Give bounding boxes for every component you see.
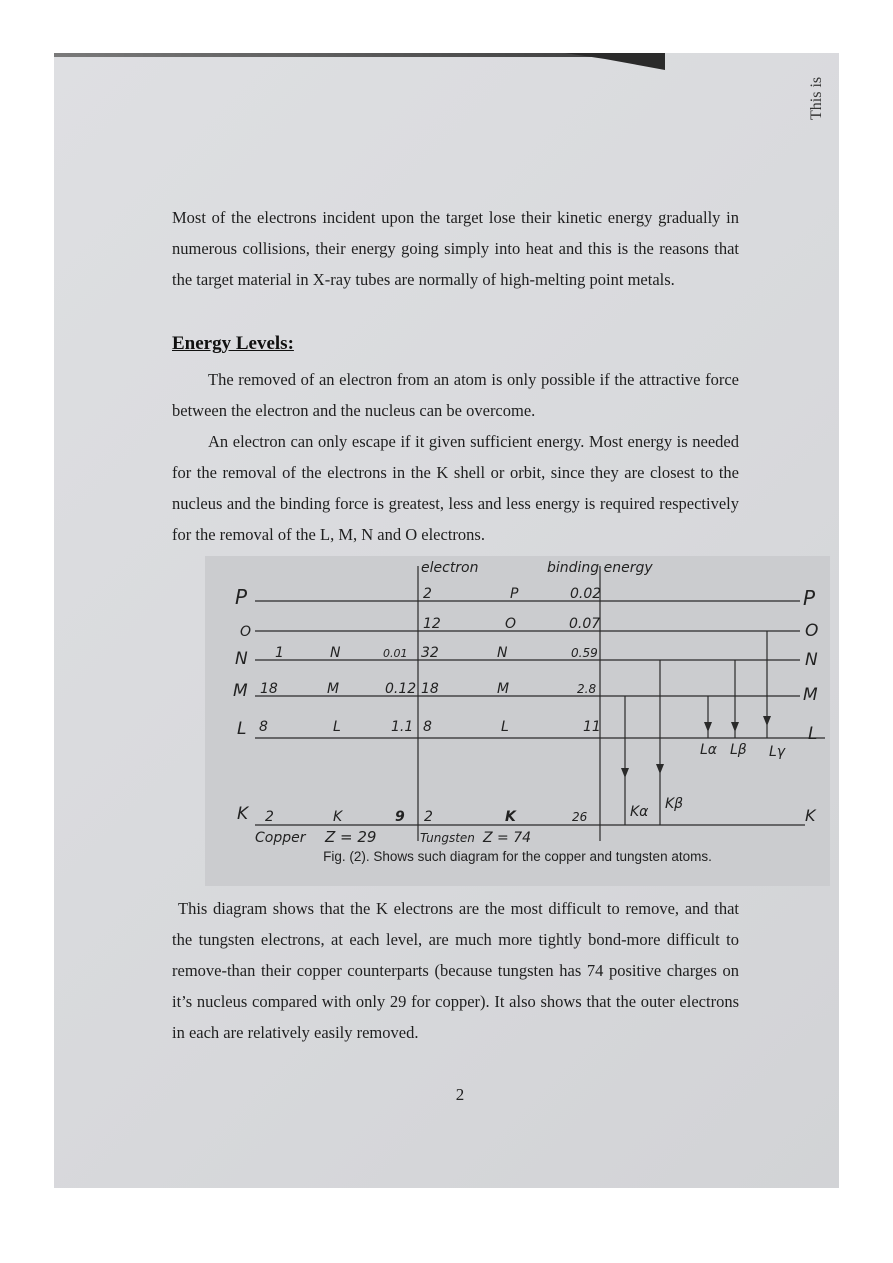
w-binding-l: 11	[583, 719, 601, 735]
cu-shell-n: N	[330, 645, 341, 661]
shell-label-right-o: O	[805, 621, 819, 641]
w-shell-m: M	[497, 681, 510, 697]
transition-l-beta: Lβ	[730, 742, 747, 758]
cu-shell-l: L	[333, 719, 341, 735]
shell-label-left-o: O	[240, 624, 252, 640]
cu-electrons-n: 1	[275, 645, 284, 661]
tungsten-z: Z = 74	[483, 830, 532, 846]
cu-shell-m: M	[327, 681, 340, 697]
k-beta-arrow	[656, 764, 664, 774]
w-shell-o: O	[505, 616, 517, 632]
w-shell-l: L	[501, 719, 509, 735]
paragraph-electron-removal: The removed of an electron from an atom is only possible if the attractive force between the electron and the nucleus can be overcome.	[172, 370, 739, 420]
cu-binding-n: 0.01	[383, 647, 408, 660]
cu-electrons-k: 2	[265, 809, 274, 825]
w-binding-m: 2.8	[577, 682, 597, 696]
paragraph-target-heating: Most of the electrons incident upon the target lose their kinetic energy gradually in numerous collisions, their energy going simply into heat and this is the reasons that the target material in X-ray tubes are normally of high-melting point metals.	[172, 208, 739, 289]
w-electrons-p: 2	[423, 586, 432, 602]
w-electrons-o: 12	[423, 616, 441, 632]
w-binding-n: 0.59	[571, 646, 598, 660]
copper-label: Copper	[255, 830, 306, 846]
w-binding-p: 0.02	[570, 586, 602, 602]
energy-level-diagram	[205, 556, 830, 856]
cu-electrons-m: 18	[260, 681, 278, 697]
energy-level-figure	[205, 556, 830, 886]
l-gamma-arrow	[763, 716, 771, 726]
shell-label-left-p: P	[235, 585, 248, 609]
shell-label-right-k: K	[805, 806, 816, 825]
figure-caption: Fig. (2). Shows such diagram for the copper and tungsten atoms.	[323, 849, 712, 864]
tungsten-label: Tungsten	[420, 831, 475, 845]
shell-label-right-m: M	[803, 685, 818, 705]
shell-label-left-l: L	[237, 719, 247, 739]
cu-electrons-l: 8	[259, 719, 268, 735]
paragraph-escape-energy: An electron can only escape if it given sufficient energy. Most energy is needed for the removal of the electrons in the K shell or orbit, since they are closest to the nucleus and the binding force is greatest, less and less energy is required respectively for the removal of the L, M, N and O electrons.	[172, 432, 739, 544]
w-shell-p: P	[510, 586, 519, 602]
transition-l-gamma: Lγ	[769, 744, 786, 760]
shell-label-left-m: M	[233, 681, 248, 701]
w-binding-o: 0.07	[569, 616, 601, 632]
w-binding-k: 26	[572, 810, 588, 824]
w-electrons-k: 2	[424, 809, 433, 825]
paragraph-diagram-explanation: This diagram shows that the K electrons are the most difficult to remove, and that the tungsten electrons, at each level, are much more tightly bond-more difficult to remove-than their copper counterparts (because tungsten has 74 positive charges on it’s nucleus compared with only 29 for copper). It also shows that the outer electrons in each are relatively easily removed.	[172, 899, 739, 1042]
w-shell-n: N	[497, 645, 508, 661]
shell-label-left-k: K	[237, 804, 249, 824]
side-margin-text: This is	[808, 76, 825, 120]
transition-l-alpha: Lα	[700, 742, 718, 758]
page-number: 2	[455, 1085, 465, 1104]
w-electrons-l: 8	[423, 719, 432, 735]
w-shell-k: K	[505, 809, 516, 825]
k-alpha-arrow	[621, 768, 629, 778]
shell-label-left-n: N	[235, 649, 248, 669]
l-alpha-arrow	[704, 722, 712, 732]
cu-binding-l: 1.1	[391, 719, 414, 735]
transition-k-beta: Kβ	[665, 796, 684, 812]
l-beta-arrow	[731, 722, 739, 732]
cu-binding-k: 9	[395, 809, 405, 825]
shell-label-right-l: L	[808, 724, 818, 744]
w-electrons-m: 18	[421, 681, 439, 697]
shell-label-right-p: P	[803, 586, 816, 610]
cu-binding-m: 0.12	[385, 681, 417, 697]
copper-z: Z = 29	[325, 828, 377, 846]
cu-shell-k: K	[333, 809, 343, 825]
transition-k-alpha: Kα	[630, 804, 649, 820]
header-electron: electron	[421, 560, 479, 576]
shell-label-right-n: N	[805, 650, 818, 670]
header-binding: binding energy	[547, 560, 653, 576]
section-heading: Energy Levels:	[172, 333, 294, 354]
w-electrons-n: 32	[421, 645, 439, 661]
